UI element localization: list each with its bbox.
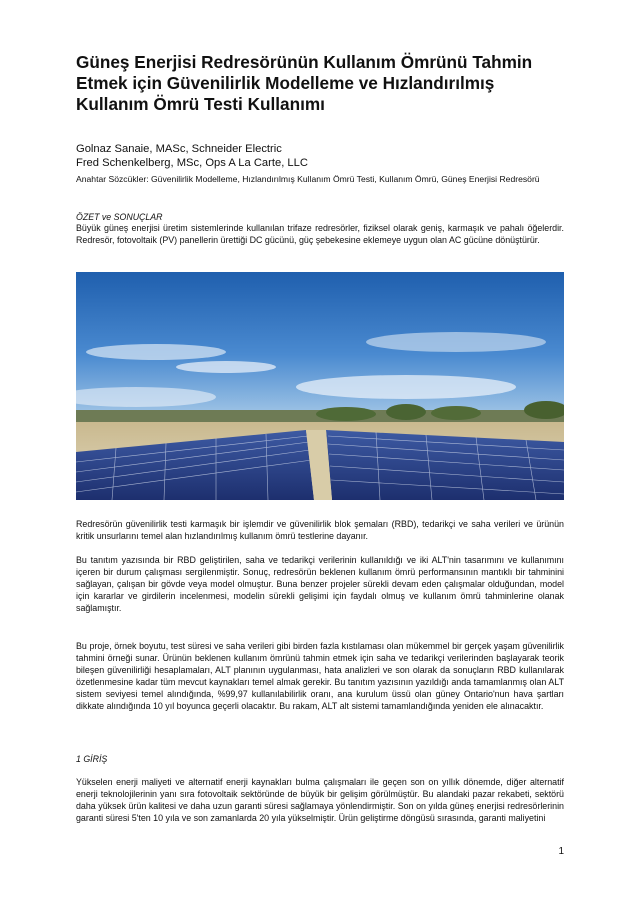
solar-panel-photo xyxy=(76,272,564,500)
paper-title xyxy=(76,52,564,115)
title-line: Kullanım Ömrü Testi Kullanımı xyxy=(76,94,325,114)
solar-field-illustration xyxy=(76,272,564,500)
author-line: Fred Schenkelberg, MSc, Ops A La Carte, LLC xyxy=(76,157,308,169)
summary-intro: Büyük güneş enerjisi üretim sistemlerinde kullanılan trifaze redresörler, fiziksel olarak geniş, karmaşık ve pahalı öğelerdir. Redresör, fotovoltaik (PV) panellerin ürettiği DC gücünü, güç şebekesine eklemeye uygun olan AC gücüne dönüştürür. xyxy=(76,223,564,245)
paragraph: Yükselen enerji maliyeti ve alternatif enerji kaynakları bulma çalışmaları ile geçen son on yıllık dönemde, diğer alternatif enerji teknolojilerinin yanı sıra fotovoltaik sektöründe de büyük bir gelişim görülmüştür. Bu alandaki pazar rekabeti, sektörü daha yüksek ürün kalitesi ve daha uzun garanti süresi sağlamaya yönlendirmiştir. Son on yılda güneş enerjisi redresörlerinin garanti süresi 5'ten 10 yıla ve son zamanlarda 20 yıla yükselmiştir. Ürün geliştirme döngüsü sırasında, garanti maliyetini xyxy=(76,777,564,823)
title-line: Güneş Enerjisi Redresörünün Kullanım Ömrünü Tahmin xyxy=(76,52,533,72)
title-line: Etmek için Güvenilirlik Modelleme ve Hızlandırılmış xyxy=(76,73,495,93)
summary-heading: ÖZET ve SONUÇLAR xyxy=(76,212,163,222)
page-number: 1 xyxy=(558,846,564,857)
keywords: Anahtar Sözcükler: Güvenilirlik Modelleme, Hızlandırılmış Kullanım Ömrü Testi, Kullanım Ömrü, Güneş Enerjisi Redresörü xyxy=(76,174,540,184)
paragraph: Redresörün güvenilirlik testi karmaşık bir işlemdir ve güvenilirlik blok şemaları (RBD), tedarikçi ve saha verileri ve ürünün kritik unsurlarını temel alan hızlandırılmış kullanım ömrü testlerine dayanır. xyxy=(76,519,564,541)
author-line: Golnaz Sanaie, MASc, Schneider Electric xyxy=(76,143,282,155)
section-heading: 1 GİRİŞ xyxy=(76,754,108,764)
paragraph: Bu tanıtım yazısında bir RBD geliştirilen, saha ve tedarikçi verilerinin kullanıldığı ve iki ALT'nin tasarımını ve kullanımını içeren bir durum çalışması sergilenmiştir. Sonuç, redresörün beklenen kullanım ömrü performansının mantıklı bir tahminini sağlayan, çalışan bir gövde veya model olmuştur. Buna benzer projeler sürekli devam eden çalışmalar olduğundan, model için kararlar ve girdilerin incelenmesi, modelin sürekli gelişimi için faydalı olmuş ve kullanım ömrü tahminlerine olanak sağlamıştır. xyxy=(76,555,564,613)
paragraph: Bu proje, örnek boyutu, test süresi ve saha verileri gibi birden fazla kıstılaması olan mükemmel bir gerçek yaşam güvenilirlik tahmini örneği sunar. Ürünün beklenen kullanım ömrünü tahmin etmek için saha ve tedarikçi verilerinden başlayarak teorik bileşen güvenilirliği hesaplamaları, ALT planının uygulanması, hata analizleri ve son olarak da sonuçların RBD kullanılarak özetlenmesine kadar tüm mevcut kaynakları temel almak gerekir. Bu tanıtım yazısının yazıldığı anda tamamlanmış olan ALT sistem seviyesi temel alındığında, %99,97 kullanılabilirlik oranı, ana kurulum üssü olan güney Ontario'nun hava şartları dikkate alındığında 10 yıl boyunca geçerli olacaktır. Bu rakam, ALT alt sistemi tamamlandığında yeniden ele alınacaktır. xyxy=(76,641,564,711)
author-list xyxy=(76,142,564,170)
